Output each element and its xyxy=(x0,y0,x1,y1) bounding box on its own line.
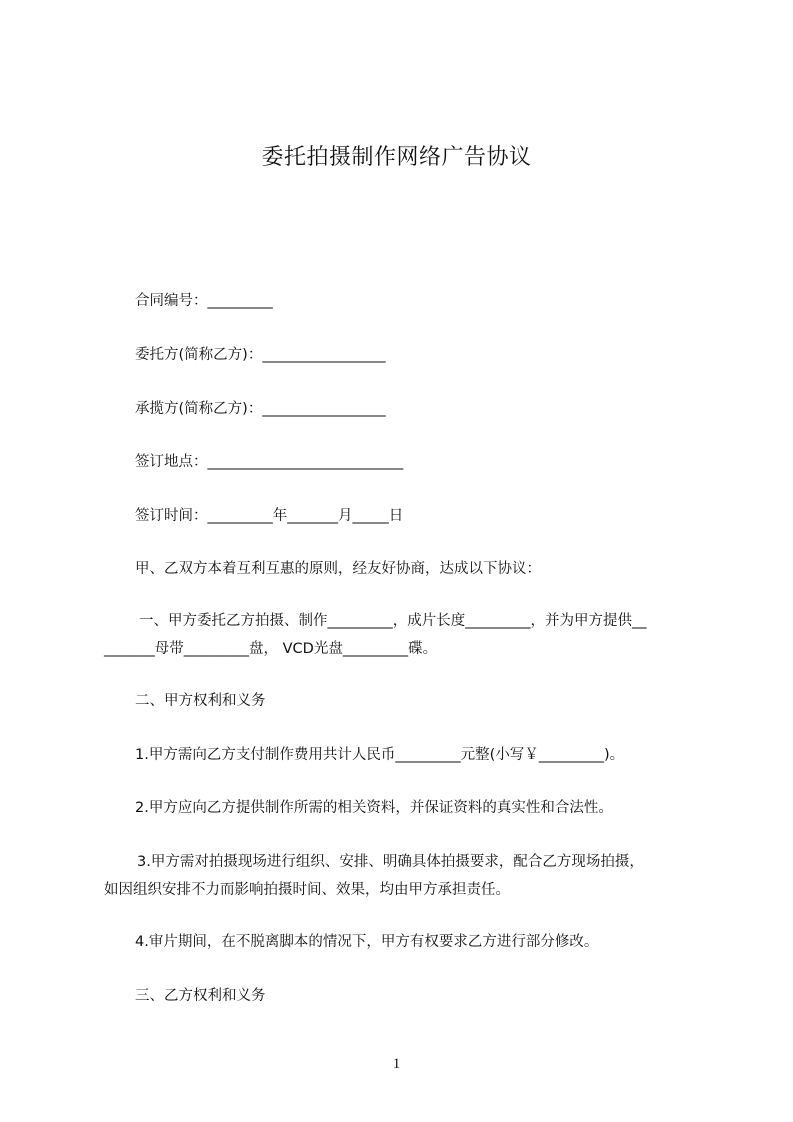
section3-heading: 三、乙方权利和义务 xyxy=(135,988,266,1004)
section1-line1: 一、甲方委托乙方拍摄、制作_________，成片长度_________，并为甲方提供__ xyxy=(139,613,647,629)
contractor-field: 承揽方(简称乙方)：_________________ xyxy=(135,401,386,417)
section2-item4: 4.审片期间，在不脱离脚本的情况下，甲方有权要求乙方进行部分修改。 xyxy=(135,934,599,950)
section2-heading: 二、甲方权利和义务 xyxy=(135,693,266,709)
sign-time-field: 签订时间：_________年_______月_____日 xyxy=(135,508,404,524)
section2-item1: 1.甲方需向乙方支付制作费用共计人民币_________元整(小写￥_________)。 xyxy=(135,747,625,763)
sign-place-field: 签订地点：___________________________ xyxy=(135,454,404,470)
contract-number-field: 合同编号：_________ xyxy=(135,293,273,309)
preamble-paragraph: 甲、乙双方本着互利互惠的原则，经友好协商，达成以下协议： xyxy=(135,561,541,577)
document-title: 委托拍摄制作网络广告协议 xyxy=(261,145,532,170)
section1-line2: _______母带_________盘， VCD光盘_________碟。 xyxy=(104,641,438,657)
section2-item3-line1: 3.甲方需对拍摄现场进行组织、安排、明确具体拍摄要求，配合乙方现场拍摄， xyxy=(137,854,644,870)
client-field: 委托方(简称乙方)：_________________ xyxy=(135,347,386,363)
page-number: 1 xyxy=(392,1056,401,1072)
section2-item2: 2.甲方应向乙方提供制作所需的相关资料，并保证资料的真实性和合法性。 xyxy=(135,800,613,816)
section2-item3-line2: 如因组织安排不力而影响拍摄时间、效果，均由甲方承担责任。 xyxy=(104,882,510,898)
